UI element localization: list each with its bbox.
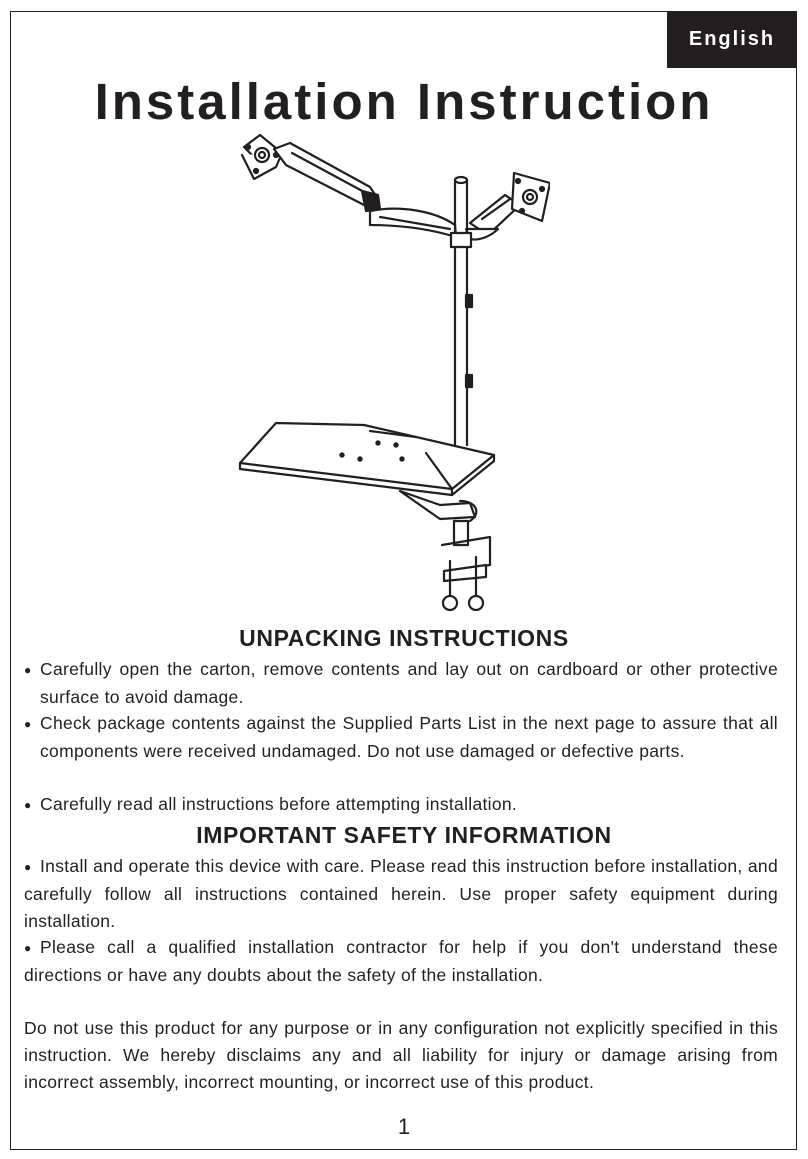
safety-heading: IMPORTANT SAFETY INFORMATION bbox=[196, 822, 612, 848]
bullet-icon: ● bbox=[24, 798, 32, 812]
unpacking-item bbox=[24, 791, 778, 819]
unpacking-item-text: Carefully read all instructions before attempting installation. bbox=[40, 794, 518, 814]
safety-item bbox=[24, 853, 778, 935]
language-tab: English bbox=[667, 11, 797, 68]
page-number: 1 bbox=[397, 1114, 411, 1139]
right-vesa-plate-icon bbox=[512, 173, 550, 221]
safety-item-text: Install and operate this device with care. Please read this instruction before installation, and carefully follow all instructions contained herein. Use proper safety equipment during installation. bbox=[24, 856, 778, 931]
left-arm-icon bbox=[274, 143, 456, 237]
bullet-icon: ● bbox=[24, 941, 32, 955]
dual-monitor-mount-illustration bbox=[230, 125, 550, 620]
bullet-icon: ● bbox=[24, 860, 32, 874]
unpacking-item bbox=[24, 710, 778, 765]
unpacking-heading: UNPACKING INSTRUCTIONS bbox=[239, 625, 569, 651]
bullet-icon: ● bbox=[24, 717, 32, 731]
unpacking-item bbox=[24, 656, 778, 711]
unpacking-item-text: Carefully open the carton, remove contents and lay out on cardboard or other protective surface to avoid damage. bbox=[40, 659, 778, 707]
safety-item-text: Please call a qualified installation contractor for help if you don't understand these directions or have any doubts about the safety of the installation. bbox=[24, 937, 778, 985]
safety-item bbox=[24, 934, 778, 989]
page-title: Installation Instruction bbox=[94, 73, 714, 130]
pole-icon bbox=[451, 177, 472, 445]
unpacking-item-text: Check package contents against the Supplied Parts List in the next page to assure that all components were received undamaged. Do not use damaged or defective parts. bbox=[40, 713, 778, 761]
desk-clamp-icon bbox=[400, 491, 490, 610]
bullet-icon: ● bbox=[24, 663, 32, 677]
disclaimer-paragraph: Do not use this product for any purpose or in any configuration not explicitly specified in this instruction. We hereby disclaims any and all liability for injury or damage arising from incorrect assembly, incorrect mounting, or incorrect use of this product. bbox=[24, 1018, 778, 1092]
left-vesa-plate-icon bbox=[242, 135, 282, 179]
